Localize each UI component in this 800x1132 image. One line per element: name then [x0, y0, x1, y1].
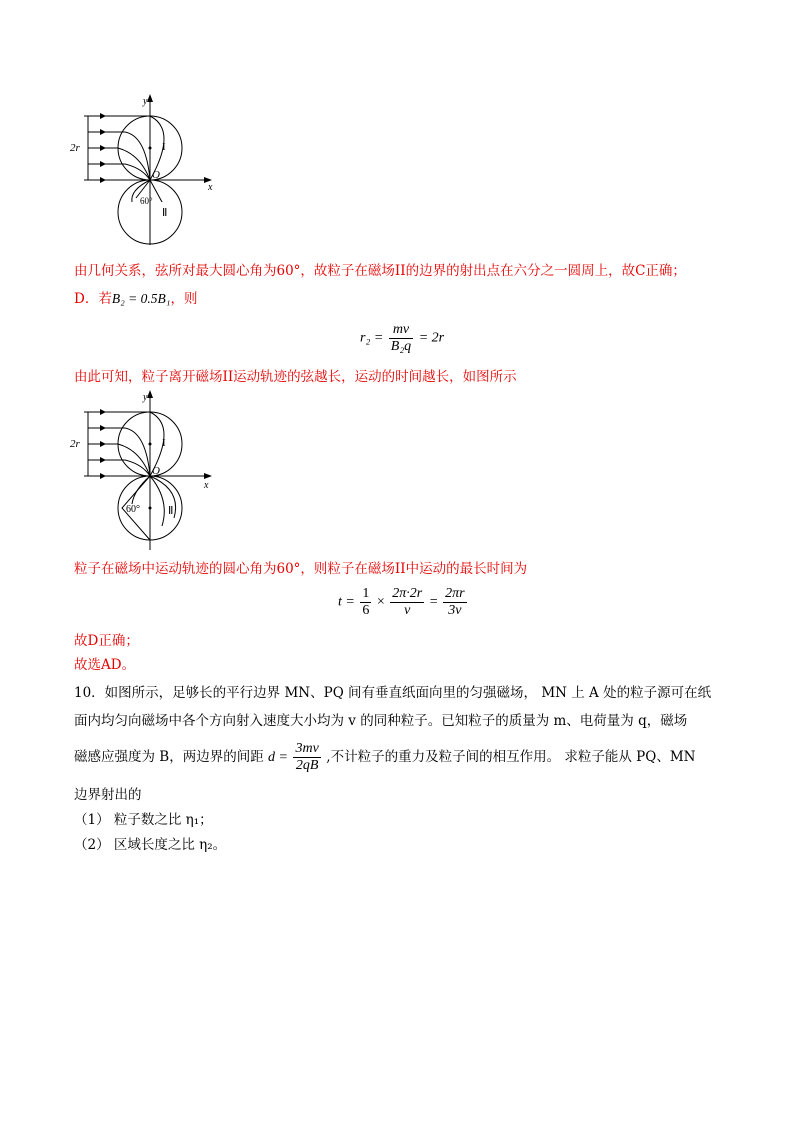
equation-time — [338, 586, 469, 619]
trajectory-figure-2 — [70, 390, 220, 555]
solution-line-angle: 粒子在磁场中运动轨迹的圆心角为60°，则粒子在磁场II中运动的最长时间为 — [74, 561, 528, 577]
question-line-2: 面内均匀向磁场中各个方向射入速度大小均为 v 的同种粒子。已知粒子的质量为 m、电荷量为 q，磁场 — [74, 713, 688, 729]
option-d-condition: B₂ = 0.5B₁ — [111, 291, 171, 306]
axis-y-label: y — [143, 96, 148, 107]
question-line-3-suffix: ,不计粒子的重力及粒子间的相互作用。 求粒子能从 PQ、MN — [326, 749, 696, 765]
question-line-4: 边界射出的 — [74, 787, 142, 803]
distance-fraction — [293, 741, 320, 774]
eq2-equals: = — [429, 594, 438, 610]
eq1-lhs: r₂ = — [360, 330, 384, 346]
solution-line-chord: 由此可知，粒子离开磁场II运动轨迹的弦越长，运动的时间越长，如图所示 — [74, 369, 517, 385]
option-d-suffix: ，则 — [170, 291, 198, 307]
eq2-f2-numerator: 2π·2r — [392, 586, 423, 601]
axis-y-label: y — [143, 392, 148, 403]
origin-label: O — [152, 465, 160, 477]
trajectory-figure-1 — [70, 90, 220, 250]
option-d-prefix: D．若 — [74, 291, 112, 307]
solution-line-answer: 故选AD。 — [74, 657, 136, 673]
axis-x-label: x — [208, 182, 213, 193]
distance-denominator: 2qB — [295, 758, 319, 774]
question-line-1: 10．如图所示，足够长的平行边界 MN、PQ 间有垂直纸面向里的匀强磁场， MN 上 A 处的粒子源可在纸 — [74, 685, 712, 701]
solution-line-geometry: 由几何关系，弦所对最大圆心角为60°，故粒子在磁场II的边界的射出点在六分之一圆周上，故C正确； — [74, 263, 686, 279]
eq2-f3-denominator: 3v — [448, 603, 462, 618]
distance-equation — [268, 741, 326, 774]
eq1-denominator: B₂q — [390, 339, 412, 354]
region-II-label: Ⅱ — [162, 207, 168, 219]
eq2-lhs: t = — [338, 594, 355, 610]
eq2-fraction-1 — [360, 586, 371, 619]
eq1-rhs: = 2r — [418, 330, 445, 346]
eq1-fraction — [389, 322, 413, 355]
solution-line-d — [74, 290, 197, 308]
eq2-fraction-2 — [390, 586, 424, 619]
eq2-times: × — [376, 594, 385, 610]
solution-line-d-correct: 故D正确； — [74, 633, 139, 649]
sub-question-1: （1） 粒子数之比 η₁； — [74, 812, 213, 828]
eq2-f2-denominator: v — [404, 603, 411, 618]
question-line-3-prefix: 磁感应强度为 B，两边界的间距 — [74, 749, 264, 765]
eq2-fraction-3 — [443, 586, 466, 619]
axis-x-label: x — [204, 480, 209, 491]
eq2-f3-numerator: 2πr — [445, 586, 465, 601]
eq2-f1-numerator: 1 — [362, 586, 370, 601]
question-line-3 — [74, 738, 695, 777]
angle-label: 60° — [140, 196, 153, 206]
angle-label: 60° — [126, 504, 140, 515]
dim-label: 2r — [70, 438, 80, 450]
region-I-label: I — [162, 437, 166, 449]
equation-radius — [360, 322, 444, 355]
distance-lhs: d = — [268, 750, 288, 765]
eq2-f1-denominator: 6 — [362, 603, 370, 618]
region-II-label: Ⅱ — [168, 505, 174, 517]
region-I-label: I — [162, 141, 166, 153]
origin-label: O — [152, 169, 160, 181]
distance-numerator: 3mv — [295, 741, 319, 757]
dim-label: 2r — [70, 142, 80, 154]
eq1-numerator: mv — [389, 322, 413, 339]
sub-question-2: （2） 区域长度之比 η₂。 — [74, 837, 227, 853]
